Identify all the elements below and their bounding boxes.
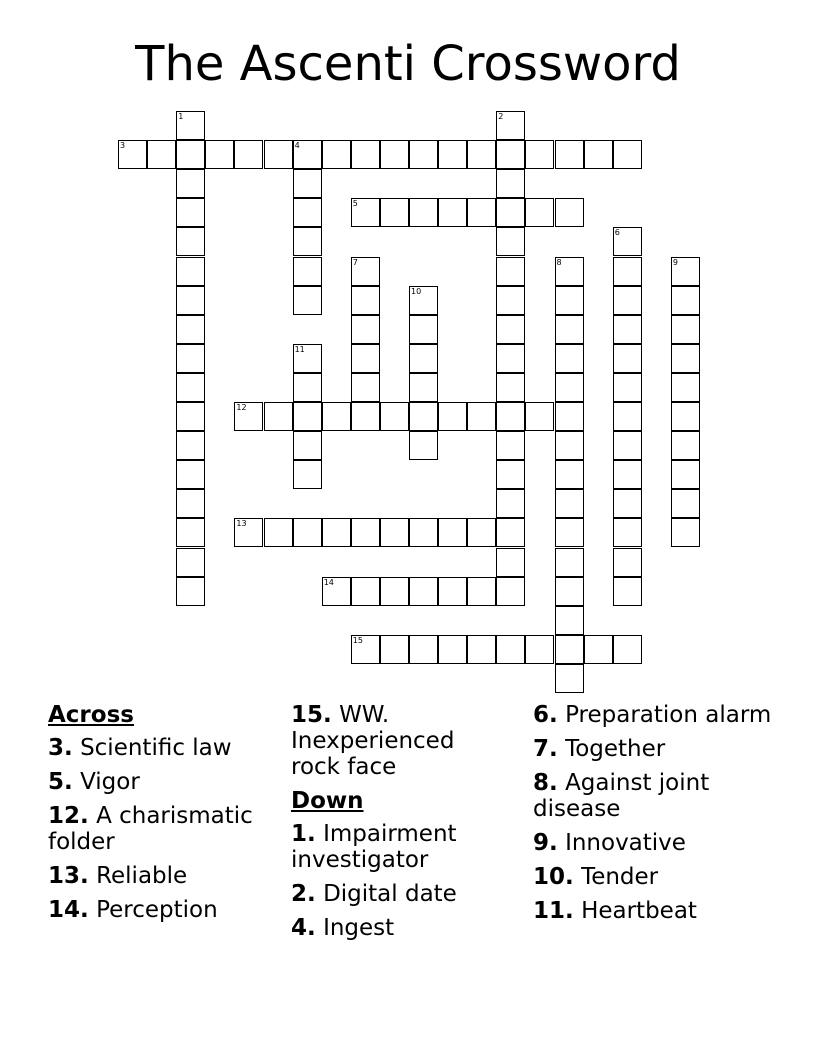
grid-cell[interactable] bbox=[467, 402, 496, 431]
clue-across-14: 14. Perception bbox=[48, 897, 218, 923]
grid-cell[interactable] bbox=[525, 140, 554, 169]
grid-cell[interactable] bbox=[234, 140, 263, 169]
grid-cell[interactable] bbox=[176, 198, 205, 227]
clue-across-5: 5. Vigor bbox=[48, 769, 140, 795]
grid-cell[interactable] bbox=[409, 635, 438, 664]
grid-cell[interactable] bbox=[555, 402, 584, 431]
grid-cell[interactable] bbox=[613, 460, 642, 489]
grid-cell[interactable] bbox=[555, 344, 584, 373]
clue-down-8: 8. Against joint disease bbox=[533, 770, 710, 822]
clues-column-3 bbox=[533, 702, 783, 932]
grid-cell[interactable] bbox=[322, 518, 351, 547]
grid-cell[interactable] bbox=[293, 431, 322, 460]
clues-column-2 bbox=[291, 702, 491, 949]
grid-cell[interactable] bbox=[409, 315, 438, 344]
grid-cell[interactable] bbox=[613, 286, 642, 315]
grid-cell[interactable] bbox=[467, 518, 496, 547]
grid-cell[interactable] bbox=[176, 431, 205, 460]
grid-cell[interactable] bbox=[671, 460, 700, 489]
clue-across-15: 15. WW. Inexperienced rock face bbox=[291, 702, 455, 780]
grid-cell[interactable] bbox=[671, 373, 700, 402]
grid-cell[interactable] bbox=[467, 635, 496, 664]
grid-cell[interactable] bbox=[322, 140, 351, 169]
grid-cell[interactable] bbox=[555, 664, 584, 693]
grid-cell[interactable] bbox=[438, 198, 467, 227]
grid-cell[interactable] bbox=[496, 460, 525, 489]
grid-cell[interactable] bbox=[176, 460, 205, 489]
grid-cell[interactable] bbox=[613, 518, 642, 547]
grid-cell[interactable] bbox=[380, 635, 409, 664]
grid-cell[interactable] bbox=[671, 431, 700, 460]
grid-cell[interactable] bbox=[351, 402, 380, 431]
grid-cell[interactable] bbox=[496, 286, 525, 315]
across-heading: Across bbox=[48, 702, 134, 728]
page-title: The Ascenti Crossword bbox=[135, 36, 681, 92]
grid-cell[interactable] bbox=[496, 489, 525, 518]
clue-number: 3 bbox=[120, 141, 126, 151]
clue-number: 6 bbox=[614, 228, 620, 238]
grid-cell[interactable] bbox=[496, 315, 525, 344]
grid-cell[interactable] bbox=[555, 606, 584, 635]
grid-cell[interactable] bbox=[613, 344, 642, 373]
grid-cell[interactable] bbox=[613, 315, 642, 344]
grid-cell[interactable] bbox=[409, 402, 438, 431]
grid-cell[interactable] bbox=[351, 315, 380, 344]
grid-cell[interactable] bbox=[409, 344, 438, 373]
grid-cell[interactable] bbox=[409, 198, 438, 227]
clue-down-6: 6. Preparation alarm bbox=[533, 702, 772, 728]
grid-cell[interactable] bbox=[409, 518, 438, 547]
grid-cell[interactable] bbox=[293, 518, 322, 547]
grid-cell[interactable] bbox=[467, 140, 496, 169]
clue-number: 10 bbox=[411, 286, 422, 296]
grid-cell[interactable] bbox=[555, 315, 584, 344]
clue-number: 4 bbox=[294, 141, 300, 151]
grid-cell[interactable] bbox=[351, 577, 380, 606]
grid-cell[interactable] bbox=[496, 402, 525, 431]
grid-cell[interactable] bbox=[496, 518, 525, 547]
grid-cell[interactable] bbox=[293, 169, 322, 198]
clue-across-13: 13. Reliable bbox=[48, 863, 188, 889]
grid-cell[interactable] bbox=[671, 315, 700, 344]
grid-cell[interactable] bbox=[496, 198, 525, 227]
grid-cell[interactable] bbox=[496, 548, 525, 577]
grid-cell[interactable] bbox=[176, 373, 205, 402]
clue-down-9: 9. Innovative bbox=[533, 830, 686, 856]
grid-cell[interactable] bbox=[671, 402, 700, 431]
grid-cell[interactable] bbox=[555, 140, 584, 169]
grid-cell[interactable] bbox=[613, 402, 642, 431]
down-heading: Down bbox=[291, 788, 364, 814]
grid-cell[interactable] bbox=[584, 140, 613, 169]
grid-cell[interactable] bbox=[176, 577, 205, 606]
grid-cell[interactable] bbox=[555, 460, 584, 489]
grid-cell[interactable] bbox=[176, 344, 205, 373]
clue-number: 15 bbox=[352, 635, 363, 645]
grid-cell[interactable] bbox=[613, 548, 642, 577]
grid-cell[interactable] bbox=[409, 577, 438, 606]
grid-cell[interactable] bbox=[496, 227, 525, 256]
clue-number: 1 bbox=[178, 112, 184, 121]
grid-cell[interactable] bbox=[555, 489, 584, 518]
grid-cell[interactable] bbox=[380, 402, 409, 431]
grid-cell[interactable] bbox=[496, 140, 525, 169]
clue-down-11: 11. Heartbeat bbox=[533, 898, 697, 924]
grid-cell[interactable] bbox=[496, 344, 525, 373]
grid-cell[interactable] bbox=[438, 518, 467, 547]
grid-cell[interactable] bbox=[496, 257, 525, 286]
grid-cell[interactable] bbox=[555, 373, 584, 402]
grid-cell[interactable] bbox=[293, 198, 322, 227]
clue-down-1: 1. Impairment investigator bbox=[291, 821, 457, 873]
clue-down-2: 2. Digital date bbox=[291, 881, 457, 907]
grid-cell[interactable] bbox=[555, 431, 584, 460]
clue-down-4: 4. Ingest bbox=[291, 915, 395, 941]
grid-cell[interactable] bbox=[380, 577, 409, 606]
grid-cell[interactable] bbox=[555, 198, 584, 227]
grid-cell[interactable] bbox=[613, 635, 642, 664]
grid-cell[interactable] bbox=[322, 402, 351, 431]
clue-number: 5 bbox=[352, 199, 358, 209]
grid-cell[interactable] bbox=[293, 460, 322, 489]
grid-cell[interactable] bbox=[555, 286, 584, 315]
grid-cell[interactable] bbox=[351, 286, 380, 315]
grid-cell[interactable] bbox=[380, 140, 409, 169]
clue-down-10: 10. Tender bbox=[533, 864, 659, 890]
grid-cell[interactable] bbox=[496, 635, 525, 664]
grid-cell[interactable] bbox=[176, 548, 205, 577]
clue-number: 13 bbox=[236, 519, 247, 529]
grid-cell[interactable] bbox=[613, 140, 642, 169]
grid-cell[interactable] bbox=[438, 577, 467, 606]
grid-cell[interactable] bbox=[293, 373, 322, 402]
grid-cell[interactable] bbox=[555, 518, 584, 547]
grid-cell[interactable] bbox=[467, 577, 496, 606]
clue-down-7: 7. Together bbox=[533, 736, 666, 762]
grid-cell[interactable] bbox=[205, 140, 234, 169]
grid-cell[interactable] bbox=[613, 373, 642, 402]
grid-cell[interactable] bbox=[496, 431, 525, 460]
grid-cell[interactable] bbox=[293, 402, 322, 431]
clue-across-3: 3. Scientific law bbox=[48, 735, 232, 761]
grid-cell[interactable] bbox=[176, 518, 205, 547]
grid-cell[interactable] bbox=[264, 140, 293, 169]
grid-cell[interactable] bbox=[176, 227, 205, 256]
clue-number: 14 bbox=[323, 577, 334, 587]
grid-cell[interactable] bbox=[496, 169, 525, 198]
clue-number: 12 bbox=[236, 403, 247, 412]
grid-cell[interactable] bbox=[525, 635, 554, 664]
grid-cell[interactable] bbox=[176, 315, 205, 344]
grid-cell[interactable] bbox=[671, 489, 700, 518]
grid-cell[interactable] bbox=[176, 402, 205, 431]
grid-cell[interactable] bbox=[467, 198, 496, 227]
grid-cell[interactable] bbox=[496, 373, 525, 402]
grid-cell[interactable] bbox=[555, 577, 584, 606]
grid-cell[interactable] bbox=[264, 518, 293, 547]
grid-cell[interactable] bbox=[555, 635, 584, 664]
grid-cell[interactable] bbox=[380, 198, 409, 227]
grid-cell[interactable] bbox=[176, 489, 205, 518]
grid-cell[interactable] bbox=[351, 344, 380, 373]
grid-cell[interactable] bbox=[293, 227, 322, 256]
grid-cell[interactable] bbox=[264, 402, 293, 431]
grid-cell[interactable] bbox=[525, 402, 554, 431]
grid-cell[interactable] bbox=[176, 286, 205, 315]
clue-number: 8 bbox=[556, 257, 562, 267]
grid-cell[interactable] bbox=[525, 198, 554, 227]
grid-cell[interactable] bbox=[438, 140, 467, 169]
grid-cell[interactable] bbox=[380, 518, 409, 547]
grid-cell[interactable] bbox=[293, 257, 322, 286]
grid-cell[interactable] bbox=[613, 257, 642, 286]
grid-cell[interactable] bbox=[176, 169, 205, 198]
grid-cell[interactable] bbox=[613, 431, 642, 460]
grid-cell[interactable] bbox=[351, 140, 380, 169]
grid-cell[interactable] bbox=[671, 344, 700, 373]
grid-cell[interactable] bbox=[409, 431, 438, 460]
grid-cell[interactable] bbox=[409, 140, 438, 169]
grid-cell[interactable] bbox=[176, 257, 205, 286]
grid-cell[interactable] bbox=[176, 140, 205, 169]
grid-cell[interactable] bbox=[671, 518, 700, 547]
grid-cell[interactable] bbox=[584, 635, 613, 664]
clue-number: 7 bbox=[352, 257, 358, 267]
grid-cell[interactable] bbox=[438, 402, 467, 431]
grid-cell[interactable] bbox=[351, 373, 380, 402]
clue-number: 2 bbox=[498, 112, 504, 121]
grid-cell[interactable] bbox=[409, 373, 438, 402]
grid-cell[interactable] bbox=[293, 286, 322, 315]
clue-across-12: 12. A charismatic folder bbox=[48, 803, 253, 855]
grid-cell[interactable] bbox=[613, 489, 642, 518]
clues-column-1 bbox=[48, 702, 283, 931]
grid-cell[interactable] bbox=[496, 577, 525, 606]
clue-number: 9 bbox=[672, 257, 678, 267]
clue-number: 11 bbox=[294, 344, 305, 354]
grid-cell[interactable] bbox=[147, 140, 176, 169]
grid-cell[interactable] bbox=[438, 635, 467, 664]
grid-cell[interactable] bbox=[671, 286, 700, 315]
grid-cell[interactable] bbox=[351, 518, 380, 547]
grid-cell[interactable] bbox=[613, 577, 642, 606]
grid-cell[interactable] bbox=[555, 548, 584, 577]
